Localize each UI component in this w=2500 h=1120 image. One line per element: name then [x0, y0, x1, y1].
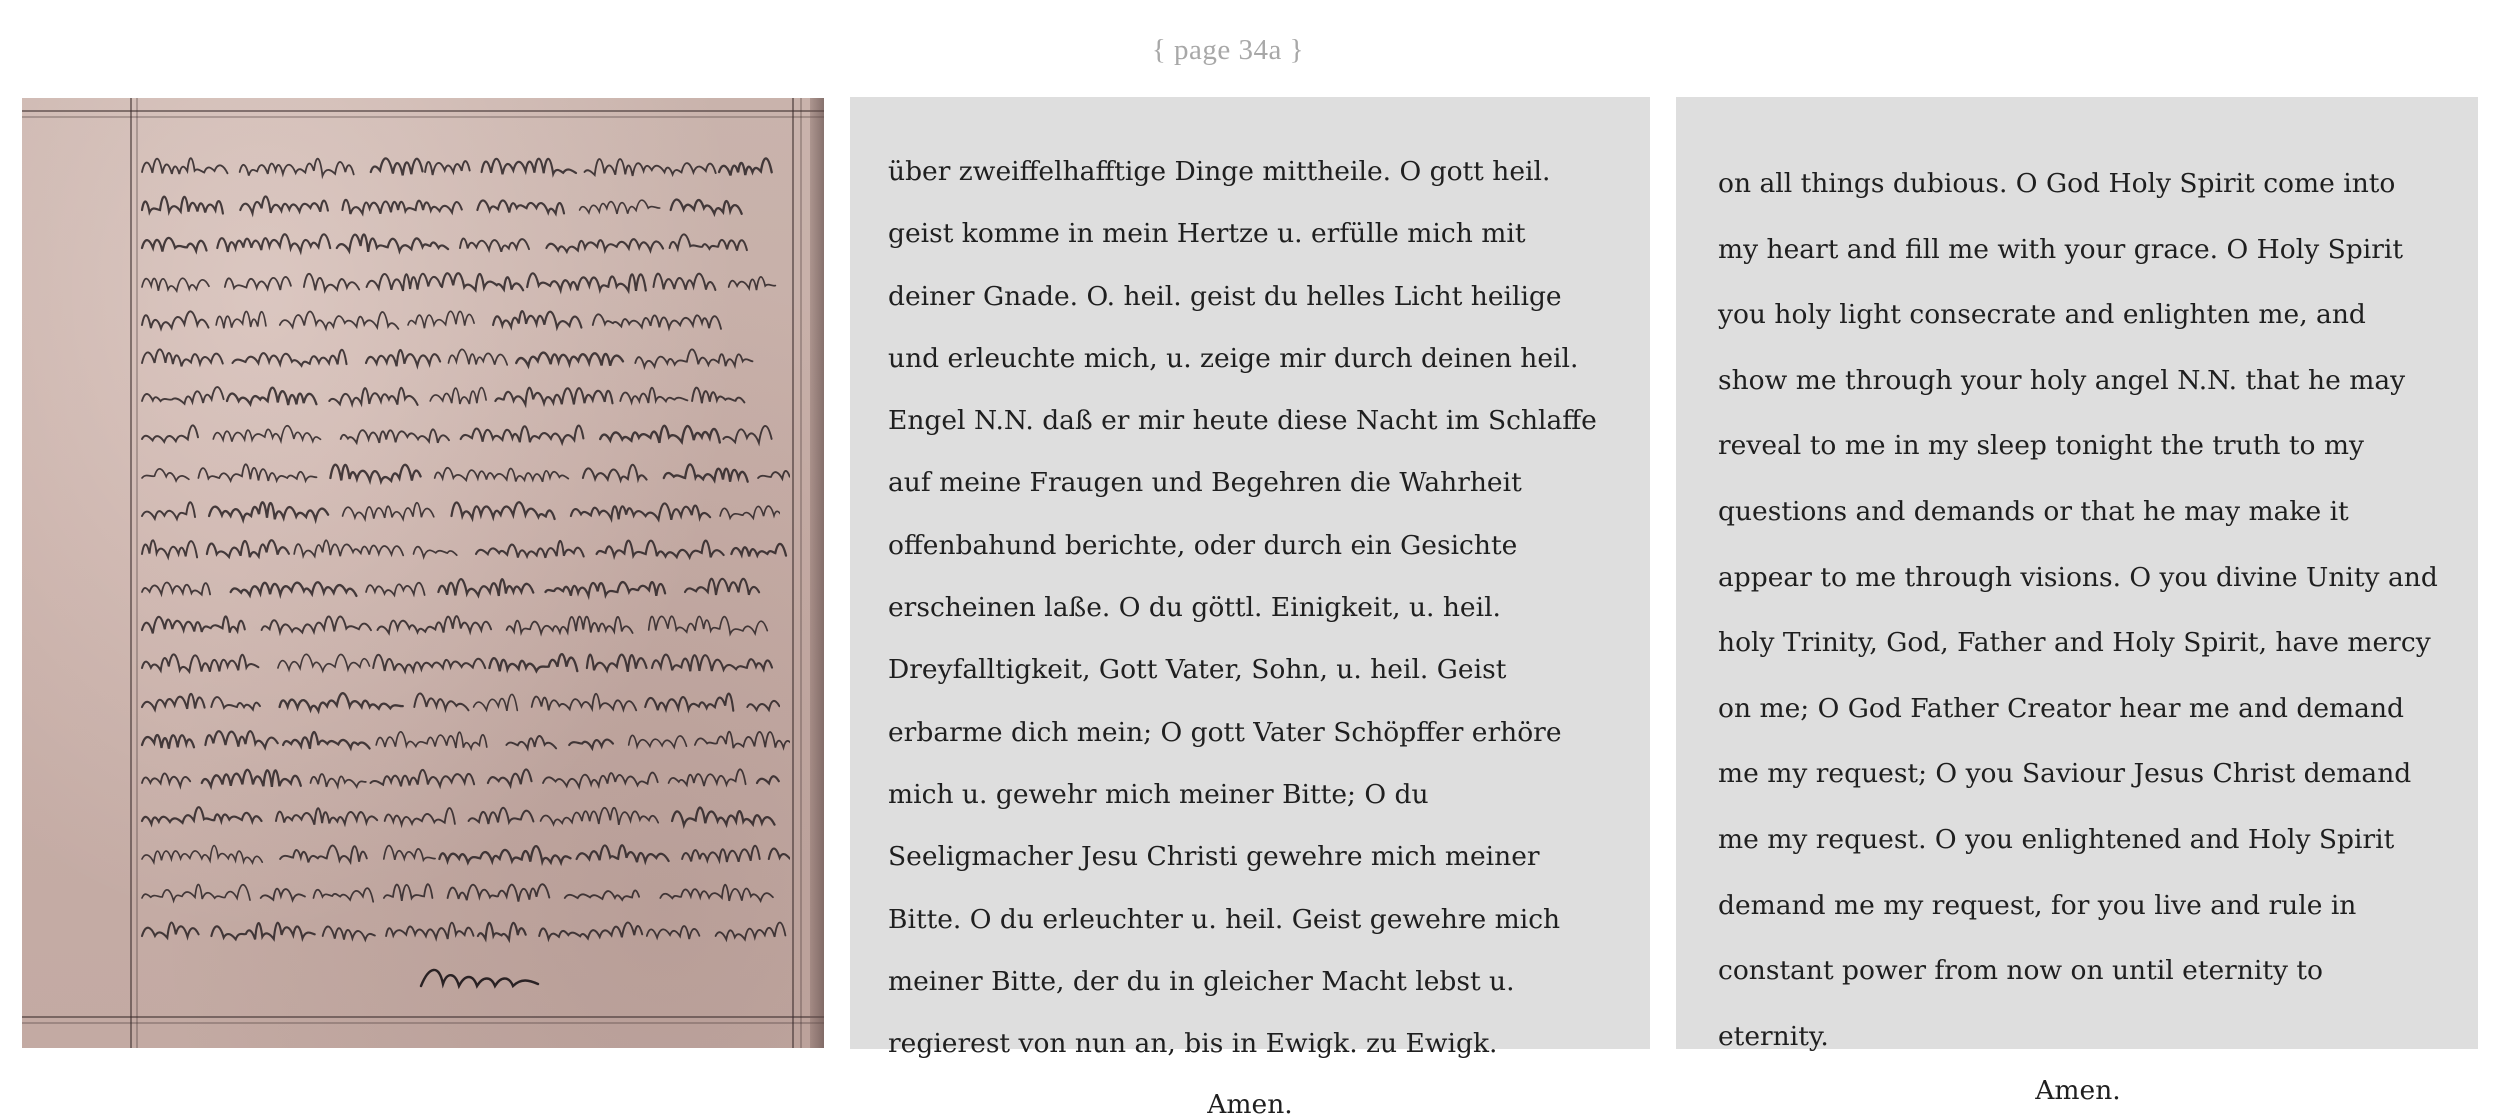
manuscript-top-rule-inner — [22, 116, 824, 118]
german-amen: Amen. — [1207, 1089, 1293, 1120]
handwriting-line — [140, 604, 800, 642]
handwriting-line — [140, 528, 800, 566]
handwriting-line — [140, 910, 800, 948]
manuscript-scan — [22, 98, 824, 1048]
manuscript-top-rule — [22, 110, 824, 112]
english-translation-text: on all things dubious. O God Holy Spirit come into my heart and fill me with your grace. O Holy Spirit you holy light consecrate and enlighten me, and show me through your holy angel N.N. that he may reveal to me in my sleep tonight the truth to my questions and demands or that he may make it appear to me through visions. O you divine Unity and holy Trinity, God, Father and Holy Spirit, have mercy on me; O God Father Creator hear me and demand me my request; O you Saviour Jesus Christ demand me my request. O you enlightened and Holy Spirit demand me my request, for you live and rule in constant power from now on until eternity to eternity. — [1718, 168, 2438, 1052]
handwriting-lines — [140, 146, 800, 948]
german-transcription-text: über zweiffelhafftige Dinge mittheile. O gott heil. geist komme in mein Hertze u. erfülle mich mit deiner Gnade. O. heil. geist du helles Licht heilige und erleuchte mich, u. zeige mir durch deinen heil. Engel N.N. daß er mir heute diese Nacht im Schlaffe auf meine Fraugen und Begehren die Wahrheit offenbahund berichte, oder durch ein Gesichte erscheinen laße. O du göttl. Einigkeit, u. heil. Dreyfalltigkeit, Gott Vater, Sohn, u. heil. Geist erbarme dich mein; O gott Vater Schöpffer erhöre mich u. gewehr mich meiner Bitte; O du Seeligmacher Jesu Christi gewehre mich meiner Bitte. O du erleuchter u. heil. Geist gewehre mich meiner Bitte, der du in gleicher Macht lebst u. regierest von nun an, bis in Ewigk. zu Ewigk. — [888, 156, 1597, 1060]
handwriting-line — [140, 681, 800, 719]
handwriting-line — [140, 184, 800, 222]
handwriting-line — [140, 299, 800, 337]
handwritten-amen — [417, 960, 542, 996]
handwriting-line — [140, 757, 800, 795]
manuscript-page-edge — [810, 98, 824, 1048]
handwriting-line — [140, 146, 800, 184]
english-amen: Amen. — [2035, 1075, 2121, 1107]
handwriting-line — [140, 413, 800, 451]
english-translation-panel — [1676, 97, 2478, 1107]
handwriting-line — [140, 490, 800, 528]
manuscript-left-margin-rule — [130, 98, 132, 1048]
handwriting-line — [140, 719, 800, 757]
handwriting-line — [140, 337, 800, 375]
manuscript-left-margin-rule-inner — [136, 98, 138, 1048]
handwriting-line — [140, 833, 800, 871]
handwriting-line — [140, 872, 800, 910]
handwriting-line — [140, 642, 800, 680]
manuscript-bottom-rule — [22, 1016, 824, 1018]
handwriting-line — [140, 452, 800, 490]
page-label: { page 34a } — [1151, 34, 1305, 66]
handwriting-line — [140, 566, 800, 604]
handwriting-line — [140, 261, 800, 299]
handwriting-line — [140, 375, 800, 413]
handwriting-line — [140, 222, 800, 260]
manuscript-bottom-rule-inner — [22, 1022, 824, 1024]
german-transcription-panel — [850, 97, 1650, 1120]
manuscript-right-margin-rule-inner — [800, 98, 802, 1048]
handwriting-line — [140, 795, 800, 833]
